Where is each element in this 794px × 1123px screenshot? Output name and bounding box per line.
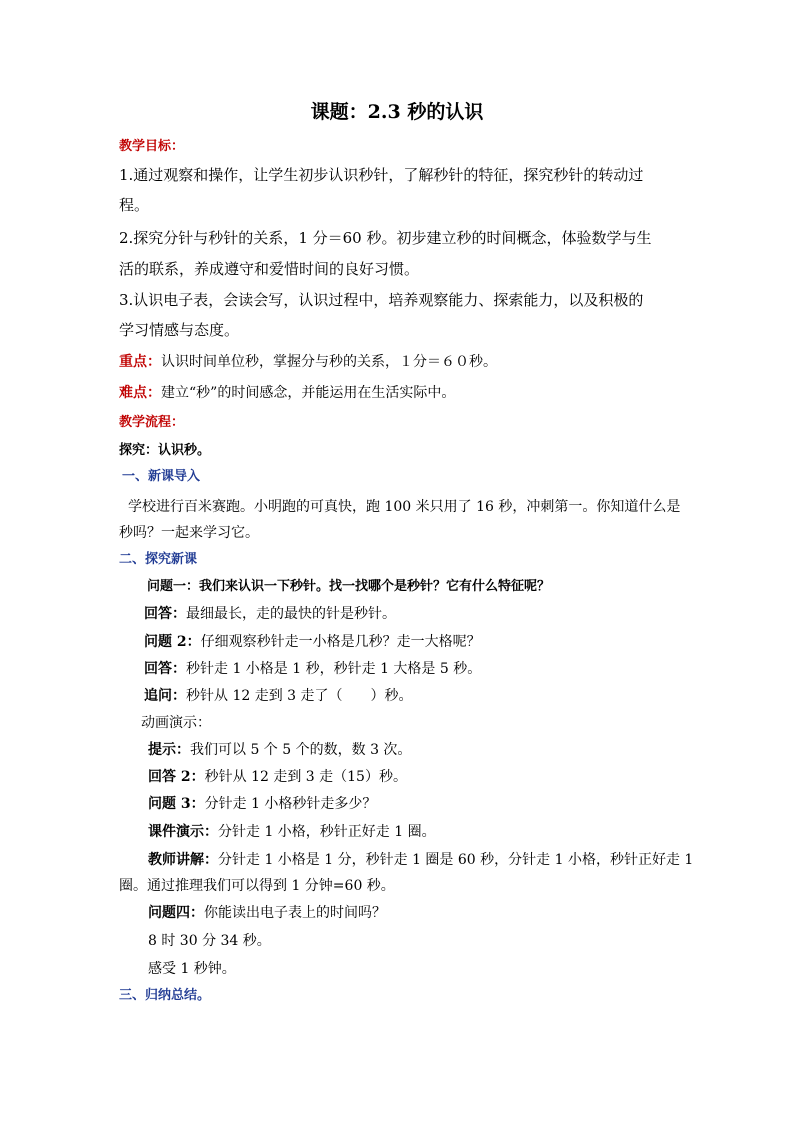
- teacher-explanation-label: 教师讲解：: [148, 852, 218, 868]
- feel-one-second: 感受 1 秒钟。: [148, 961, 236, 977]
- key-point: [119, 352, 497, 372]
- process-heading: 教学流程：: [119, 415, 185, 430]
- follow-up-label: 追问：: [144, 688, 186, 704]
- explore-line: 探究：认识秒。: [119, 443, 211, 458]
- objective-1-line-2: 程。: [119, 196, 150, 214]
- section-1-heading: 一、新课导入: [122, 469, 201, 484]
- difficult-point: [119, 383, 455, 403]
- difficult-point-text: 建立“秒”的时间感念，并能运用在生活实际中。: [161, 385, 456, 401]
- question-3-text: 分针走 1 小格秒针走多少？: [204, 796, 377, 812]
- section-3-heading: 三、归纳总结。: [119, 988, 211, 1003]
- answer-2-label: 回答：: [144, 661, 186, 677]
- objective-2-line-1: 2.探究分针与秒针的关系，1 分＝60 秒。初步建立秒的时间概念，体验数学与生: [119, 229, 652, 247]
- objective-3-line-2: 学习情感与态度。: [119, 321, 240, 339]
- answer-2-text: 秒针走 1 小格是 1 秒，秒针走 1 大格是 5 秒。: [186, 661, 482, 677]
- hint-label: 提示：: [148, 742, 190, 758]
- follow-up-question: [144, 686, 413, 706]
- teacher-explanation-text: 分针走 1 小格是 1 分，秒针走 1 圈是 60 秒，分针走 1 小格，秒针正好走 1: [218, 852, 694, 868]
- time-reading: 8 时 30 分 34 秒。: [148, 933, 271, 949]
- answer-1: [144, 604, 396, 624]
- question-2-text: 仔细观察秒针走一小格是几秒？走一大格呢？: [200, 634, 481, 650]
- key-point-label: 重点：: [119, 354, 161, 370]
- courseware-demo-label: 课件演示：: [148, 824, 218, 840]
- difficult-point-label: 难点：: [119, 385, 161, 401]
- question-1: 问题一：我们来认识一下秒针。找一找哪个是秒针？它有什么特征呢？: [147, 579, 551, 594]
- answer-1-label: 回答：: [144, 606, 186, 622]
- question-3-label: 问题 3：: [148, 796, 205, 812]
- follow-up-text: 秒针从 12 走到 3 走了（ ）秒。: [186, 688, 413, 704]
- section-1-line-1: 学校进行百米赛跑。小明跑的可真快，跑 100 米只用了 16 秒，冲刺第一。你知道什么是: [128, 499, 681, 515]
- objectives-heading: 教学目标：: [119, 139, 185, 154]
- reply-2: [148, 767, 407, 787]
- question-2: [144, 632, 481, 652]
- animation-demo: 动画演示：: [141, 715, 211, 731]
- objective-3-line-1: 3.认识电子表，会读会写，认识过程中，培养观察能力、探索能力，以及积极的: [119, 291, 644, 309]
- objective-1-line-1: 1.通过观察和操作，让学生初步认识秒针，了解秒针的特征，探究秒针的转动过: [119, 166, 644, 184]
- section-2-heading: 二、探究新课: [119, 552, 198, 567]
- hint: [148, 740, 411, 760]
- question-2-label: 问题 2：: [144, 634, 201, 650]
- answer-2: [144, 659, 481, 679]
- courseware-demo: [148, 822, 436, 842]
- question-4: [148, 903, 386, 923]
- answer-1-text: 最细最长，走的最快的针是秒针。: [186, 606, 396, 622]
- reply-2-label: 回答 2：: [148, 769, 205, 785]
- question-4-text: 你能读出电子表上的时间吗？: [204, 905, 386, 921]
- objective-2-line-2: 活的联系，养成遵守和爱惜时间的良好习惯。: [119, 260, 420, 278]
- teacher-explanation-line-2: 圈。通过推理我们可以得到 1 分钟=60 秒。: [119, 878, 395, 894]
- question-4-label: 问题四：: [148, 905, 204, 921]
- teacher-explanation: [148, 850, 693, 870]
- courseware-demo-text: 分针走 1 小格，秒针正好走 1 圈。: [218, 824, 436, 840]
- page-title: 课题：2.3 秒的认识: [310, 101, 484, 123]
- reply-2-text: 秒针从 12 走到 3 走（15）秒。: [204, 769, 407, 785]
- hint-text: 我们可以 5 个 5 个的数，数 3 次。: [190, 742, 412, 758]
- section-1-line-2: 秒吗？一起来学习它。: [119, 525, 259, 541]
- question-3: [148, 794, 376, 814]
- key-point-text: 认识时间单位秒，掌握分与秒的关系，１分＝６０秒。: [161, 354, 497, 370]
